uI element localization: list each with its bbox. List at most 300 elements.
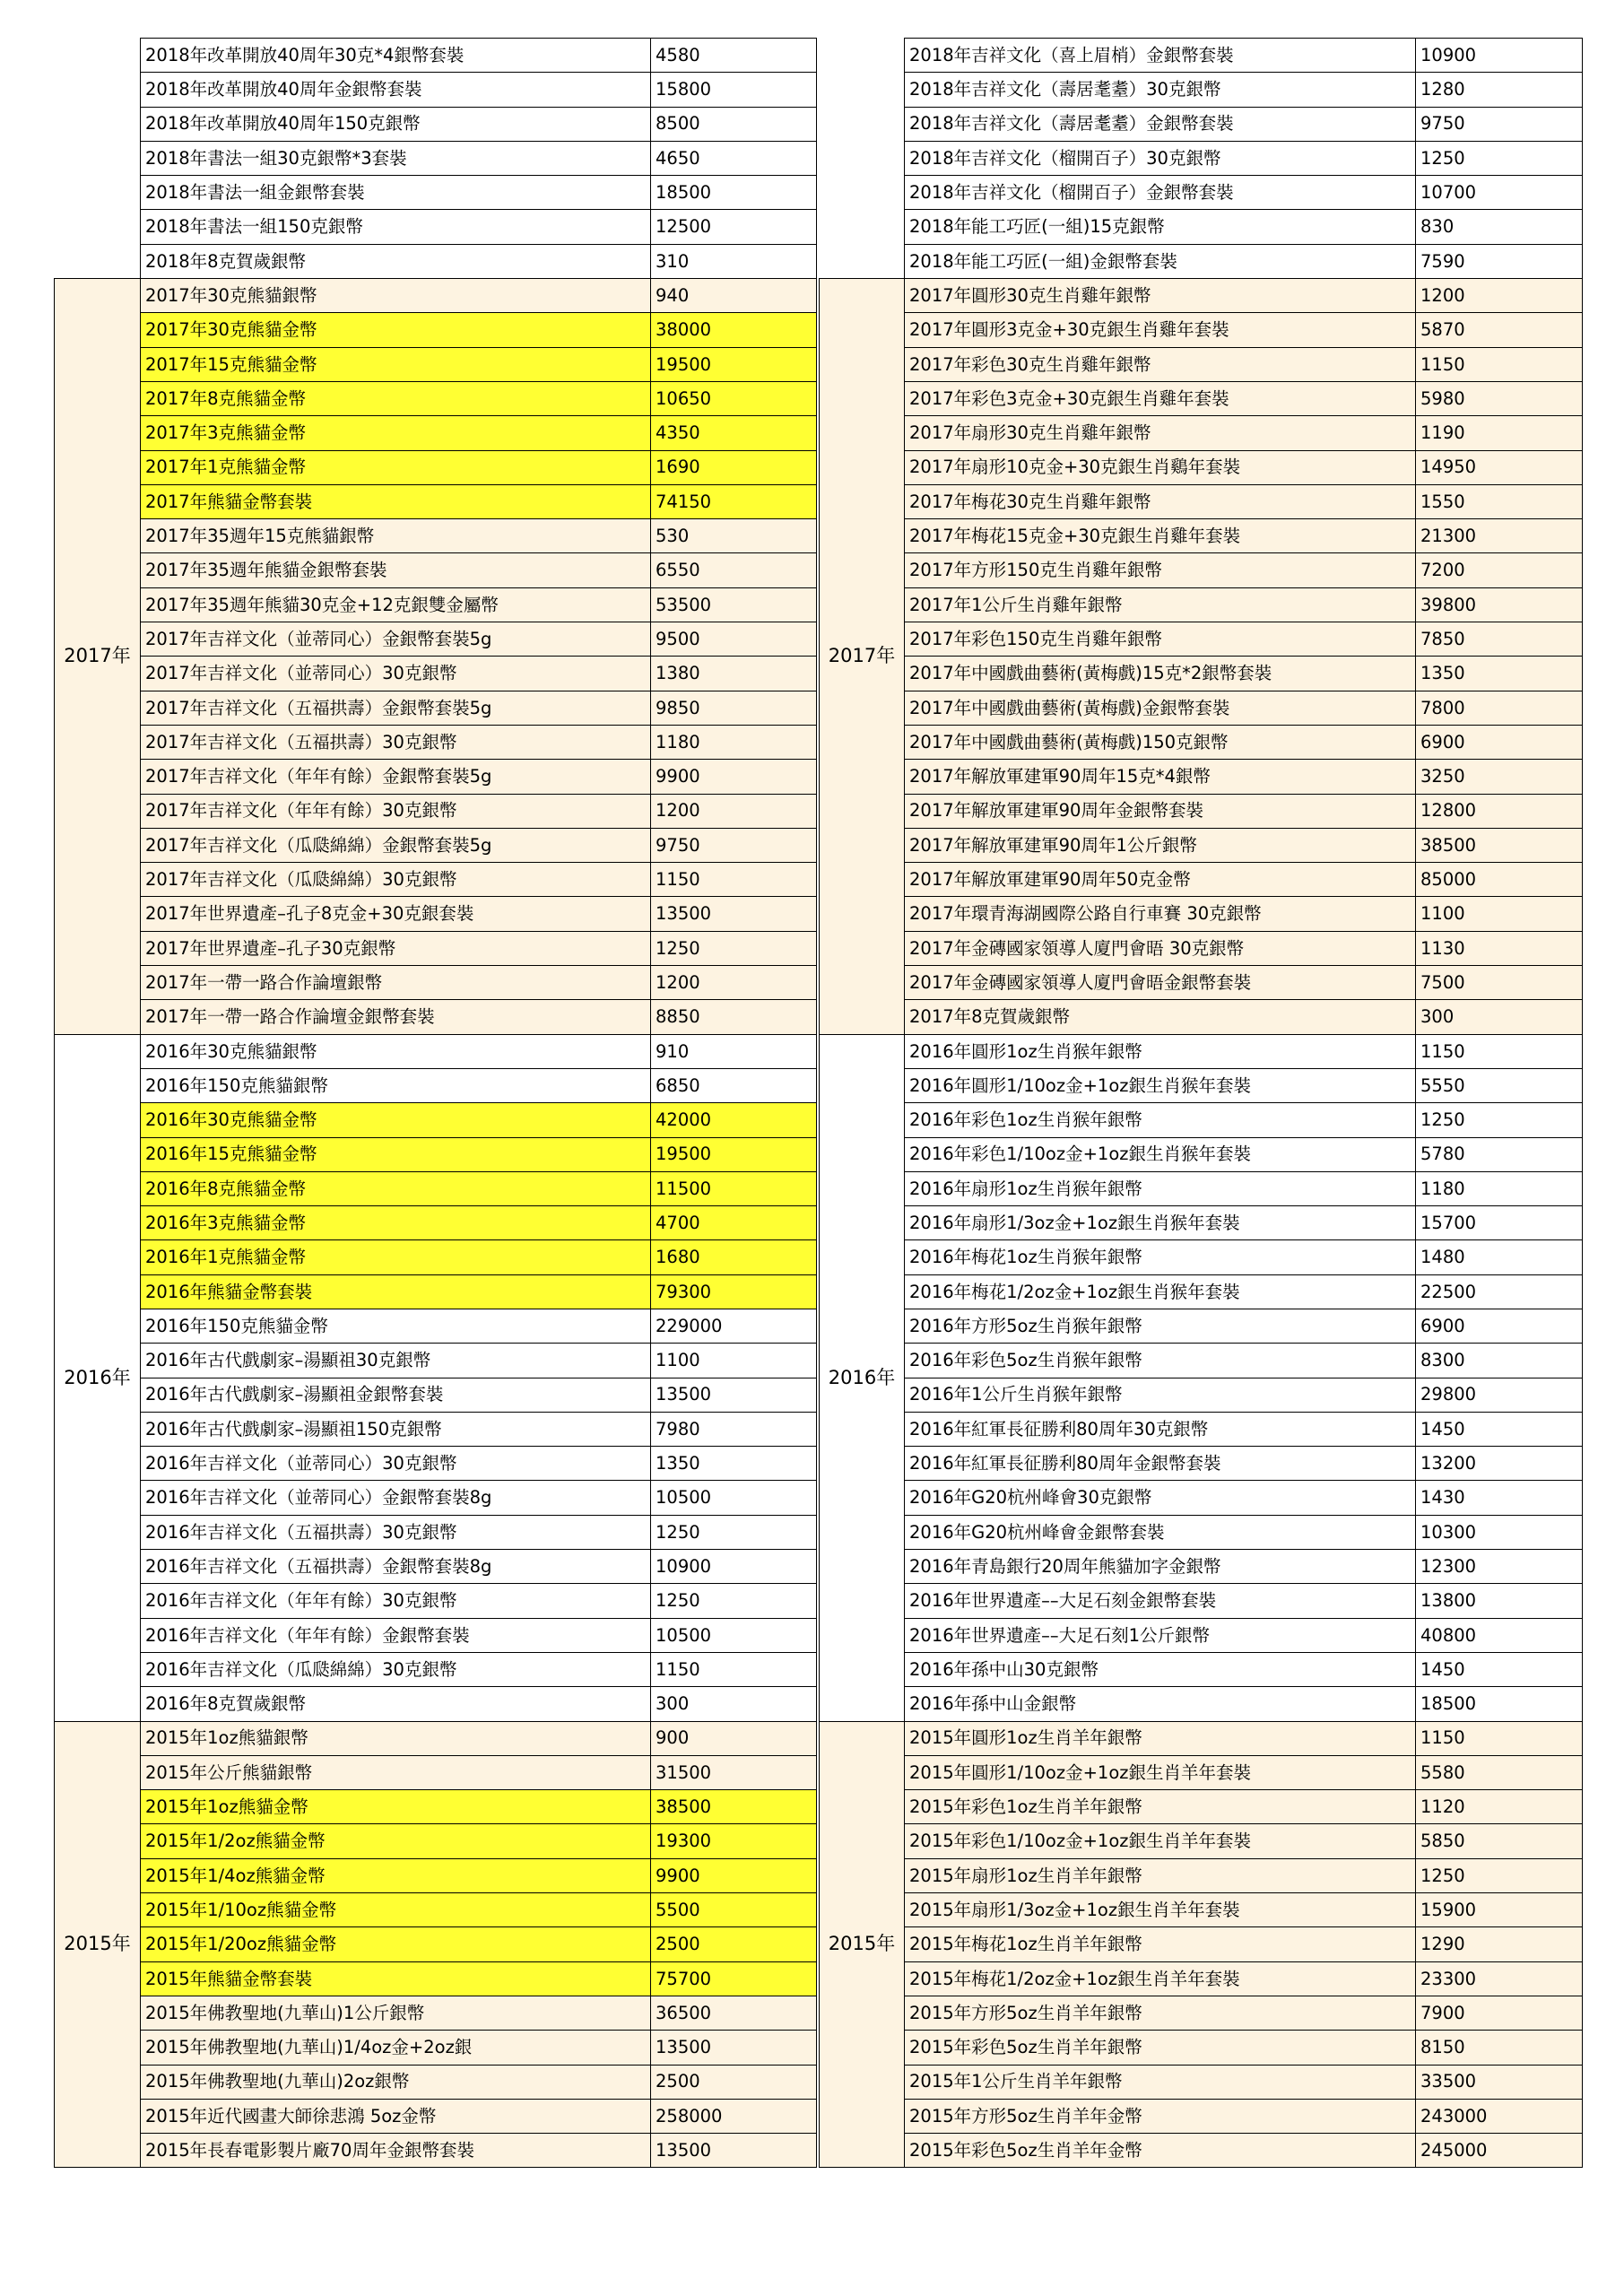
coin-name: 2016年1克熊貓金幣	[141, 1240, 651, 1274]
coin-price: 23300	[1416, 1961, 1583, 1996]
coin-price: 3250	[1416, 760, 1583, 794]
coin-name: 2017年金磚國家領導人廈門會晤金銀幣套裝	[905, 966, 1416, 1000]
coin-name: 2017年解放軍建軍90周年50克金幣	[905, 863, 1416, 897]
coin-name: 2018年吉祥文化（喜上眉梢）金銀幣套裝	[905, 39, 1416, 73]
coin-price: 1450	[1416, 1652, 1583, 1686]
coin-name: 2017年35週年熊貓金銀幣套裝	[141, 553, 651, 587]
table-row	[55, 897, 817, 931]
coin-price: 1190	[1416, 416, 1583, 450]
coin-name: 2016年圓形1oz生肖猴年銀幣	[905, 1034, 1416, 1068]
coin-name: 2015年1oz熊貓金幣	[141, 1790, 651, 1824]
coin-price: 38000	[651, 313, 817, 347]
table-row	[55, 519, 817, 553]
coin-name: 2016年孫中山金銀幣	[905, 1687, 1416, 1721]
coin-name: 2016年1公斤生肖猴年銀幣	[905, 1378, 1416, 1412]
table-row	[55, 1378, 817, 1412]
table-row	[820, 725, 1583, 759]
coin-price: 1250	[651, 931, 817, 965]
coin-name: 2016年方形5oz生肖猴年銀幣	[905, 1309, 1416, 1343]
coin-price: 13500	[651, 2031, 817, 2065]
table-row	[820, 691, 1583, 725]
coin-price: 830	[1416, 210, 1583, 244]
coin-price: 40800	[1416, 1618, 1583, 1652]
coin-price: 21300	[1416, 519, 1583, 553]
coin-name: 2015年方形5oz生肖羊年金幣	[905, 2099, 1416, 2133]
table-row	[55, 1240, 817, 1274]
coin-price: 9850	[651, 691, 817, 725]
coin-price: 9900	[651, 1858, 817, 1892]
coin-name: 2015年彩色5oz生肖羊年銀幣	[905, 2031, 1416, 2065]
coin-price: 1200	[651, 966, 817, 1000]
coin-price: 13500	[651, 1378, 817, 1412]
coin-name: 2016年彩色1/10oz金+1oz銀生肖猴年套裝	[905, 1137, 1416, 1171]
table-row	[820, 553, 1583, 587]
table-row	[55, 1721, 817, 1755]
table-row	[820, 794, 1583, 828]
coin-price: 1480	[1416, 1240, 1583, 1274]
coin-name: 2015年近代國畫大師徐悲鴻 5oz金幣	[141, 2099, 651, 2133]
coin-name: 2015年1/4oz熊貓金幣	[141, 1858, 651, 1892]
coin-price: 1150	[651, 1652, 817, 1686]
coin-name: 2016年30克熊貓銀幣	[141, 1034, 651, 1068]
coin-name: 2016年3克熊貓金幣	[141, 1206, 651, 1240]
table-row	[55, 416, 817, 450]
coin-name: 2016年吉祥文化（瓜瓞綿綿）30克銀幣	[141, 1652, 651, 1686]
coin-name: 2016年孫中山30克銀幣	[905, 1652, 1416, 1686]
coin-price: 39800	[1416, 587, 1583, 622]
coin-name: 2016年世界遺產––大足石刻金銀幣套裝	[905, 1584, 1416, 1618]
coin-name: 2017年解放軍建軍90周年15克*4銀幣	[905, 760, 1416, 794]
table-row	[820, 657, 1583, 691]
coin-price: 5850	[1416, 1824, 1583, 1858]
coin-price: 6550	[651, 553, 817, 587]
table-row	[55, 2134, 817, 2168]
table-row	[55, 1274, 817, 1309]
coin-name: 2017年金磚國家領導人廈門會晤 30克銀幣	[905, 931, 1416, 965]
coin-price: 10900	[1416, 39, 1583, 73]
table-row	[820, 1824, 1583, 1858]
table-row	[820, 2134, 1583, 2168]
table-row	[55, 39, 817, 73]
coin-price: 243000	[1416, 2099, 1583, 2133]
coin-price: 9750	[651, 828, 817, 862]
coin-name: 2017年彩色30克生肖雞年銀幣	[905, 347, 1416, 381]
table-row	[55, 828, 817, 862]
coin-price: 1250	[1416, 141, 1583, 175]
table-row	[55, 1927, 817, 1961]
table-row	[820, 1309, 1583, 1343]
coin-price: 530	[651, 519, 817, 553]
coin-name: 2017年梅花30克生肖雞年銀幣	[905, 484, 1416, 518]
coin-name: 2016年彩色1oz生肖猴年銀幣	[905, 1103, 1416, 1137]
coin-name: 2015年圓形1/10oz金+1oz銀生肖羊年套裝	[905, 1755, 1416, 1789]
table-row	[55, 760, 817, 794]
coin-price: 15800	[651, 73, 817, 107]
coin-price: 13500	[651, 2134, 817, 2168]
coin-name: 2016年150克熊貓金幣	[141, 1309, 651, 1343]
table-row	[820, 1068, 1583, 1102]
coin-name: 2016年15克熊貓金幣	[141, 1137, 651, 1171]
coin-price: 940	[651, 279, 817, 313]
coin-price: 15700	[1416, 1206, 1583, 1240]
coin-price: 1180	[651, 725, 817, 759]
coin-name: 2016年紅軍長征勝利80周年30克銀幣	[905, 1412, 1416, 1446]
year-label: 2015年	[820, 1721, 905, 2168]
table-row	[820, 1412, 1583, 1446]
coin-price: 33500	[1416, 2065, 1583, 2099]
coin-price: 12300	[1416, 1550, 1583, 1584]
coin-name: 2015年扇形1oz生肖羊年銀幣	[905, 1858, 1416, 1892]
coin-name: 2017年一帶一路合作論壇銀幣	[141, 966, 651, 1000]
table-row	[55, 1790, 817, 1824]
coin-price: 85000	[1416, 863, 1583, 897]
coin-name: 2017年解放軍建軍90周年1公斤銀幣	[905, 828, 1416, 862]
coin-name: 2017年35週年熊貓30克金+12克銀雙金屬幣	[141, 587, 651, 622]
table-row	[55, 347, 817, 381]
table-row	[820, 1858, 1583, 1892]
table-row	[55, 1103, 817, 1137]
coin-name: 2015年1公斤生肖羊年銀幣	[905, 2065, 1416, 2099]
table-row	[820, 141, 1583, 175]
coin-name: 2018年吉祥文化（榴開百子）金銀幣套裝	[905, 176, 1416, 210]
coin-price: 7980	[651, 1412, 817, 1446]
coin-price: 7800	[1416, 691, 1583, 725]
coin-name: 2017年30克熊貓金幣	[141, 313, 651, 347]
table-row	[55, 1618, 817, 1652]
coin-name: 2015年熊貓金幣套裝	[141, 1961, 651, 1996]
coin-price: 13500	[651, 897, 817, 931]
table-row	[820, 1893, 1583, 1927]
table-row	[55, 1481, 817, 1515]
coin-name: 2017年35週年15克熊貓銀幣	[141, 519, 651, 553]
coin-name: 2016年G20杭州峰會金銀幣套裝	[905, 1515, 1416, 1549]
coin-price: 19500	[651, 347, 817, 381]
coin-name: 2017年解放軍建軍90周年金銀幣套裝	[905, 794, 1416, 828]
table-row	[820, 1961, 1583, 1996]
coin-price: 9500	[651, 622, 817, 657]
coin-price: 1150	[651, 863, 817, 897]
coin-name: 2017年彩色3克金+30克銀生肖雞年套裝	[905, 381, 1416, 415]
coin-name: 2017年8克賀歲銀幣	[905, 1000, 1416, 1034]
coin-price: 12500	[651, 210, 817, 244]
table-row	[55, 313, 817, 347]
table-row	[55, 1550, 817, 1584]
coin-price: 1380	[651, 657, 817, 691]
table-row	[55, 622, 817, 657]
table-row	[820, 966, 1583, 1000]
table-row	[820, 176, 1583, 210]
table-row	[820, 1584, 1583, 1618]
table-row	[820, 279, 1583, 313]
table-row	[55, 1068, 817, 1102]
table-row	[820, 39, 1583, 73]
coin-price: 2500	[651, 1927, 817, 1961]
table-row	[820, 1240, 1583, 1274]
table-row	[820, 760, 1583, 794]
table-row	[55, 657, 817, 691]
coin-price: 1250	[651, 1584, 817, 1618]
table-row	[55, 1652, 817, 1686]
coin-price: 31500	[651, 1755, 817, 1789]
coin-price: 900	[651, 1721, 817, 1755]
coin-price: 229000	[651, 1309, 817, 1343]
table-row	[820, 450, 1583, 484]
coin-name: 2017年吉祥文化（五福拱壽）30克銀幣	[141, 725, 651, 759]
year-label	[55, 39, 141, 279]
coin-price: 53500	[651, 587, 817, 622]
coin-price: 1550	[1416, 484, 1583, 518]
table-row	[55, 1034, 817, 1068]
coin-price: 7900	[1416, 1996, 1583, 2030]
table-row	[55, 244, 817, 278]
coin-price: 1150	[1416, 1721, 1583, 1755]
coin-name: 2016年梅花1/2oz金+1oz銀生肖猴年套裝	[905, 1274, 1416, 1309]
table-row	[820, 1378, 1583, 1412]
coin-price: 10700	[1416, 176, 1583, 210]
coin-name: 2015年1/20oz熊貓金幣	[141, 1927, 651, 1961]
coin-name: 2016年紅軍長征勝利80周年金銀幣套裝	[905, 1447, 1416, 1481]
coin-price: 5550	[1416, 1068, 1583, 1102]
year-label: 2017年	[820, 279, 905, 1035]
table-row	[55, 1171, 817, 1205]
table-row	[55, 450, 817, 484]
coin-price: 1150	[1416, 347, 1583, 381]
coin-name: 2017年扇形10克金+30克銀生肖鷄年套裝	[905, 450, 1416, 484]
table-row	[55, 1893, 817, 1927]
table-row	[820, 931, 1583, 965]
coin-price: 4650	[651, 141, 817, 175]
coin-price: 1680	[651, 1240, 817, 1274]
table-row	[820, 1996, 1583, 2030]
table-row	[820, 2099, 1583, 2133]
coin-name: 2017年中國戲曲藝術(黃梅戲)金銀幣套裝	[905, 691, 1416, 725]
table-row	[820, 1481, 1583, 1515]
coin-price: 1350	[1416, 657, 1583, 691]
table-row	[55, 1515, 817, 1549]
coin-price: 8300	[1416, 1344, 1583, 1378]
right-price-table	[819, 38, 1583, 2168]
year-label: 2016年	[820, 1034, 905, 1721]
coin-name: 2017年中國戲曲藝術(黃梅戲)150克銀幣	[905, 725, 1416, 759]
coin-name: 2017年梅花15克金+30克銀生肖雞年套裝	[905, 519, 1416, 553]
coin-price: 13200	[1416, 1447, 1583, 1481]
year-label: 2017年	[55, 279, 141, 1035]
table-row	[820, 73, 1583, 107]
coin-name: 2017年圓形30克生肖雞年銀幣	[905, 279, 1416, 313]
coin-name: 2015年佛教聖地(九華山)1/4oz金+2oz銀	[141, 2031, 651, 2065]
coin-price: 42000	[651, 1103, 817, 1137]
coin-name: 2016年8克熊貓金幣	[141, 1171, 651, 1205]
table-row	[820, 828, 1583, 862]
year-label	[820, 39, 905, 279]
coin-price: 36500	[651, 1996, 817, 2030]
coin-price: 1250	[1416, 1858, 1583, 1892]
coin-price: 4350	[651, 416, 817, 450]
coin-name: 2017年吉祥文化（瓜瓞綿綿）30克銀幣	[141, 863, 651, 897]
table-row	[820, 1790, 1583, 1824]
table-row	[55, 863, 817, 897]
coin-price: 6900	[1416, 1309, 1583, 1343]
coin-name: 2018年能工巧匠(一組)金銀幣套裝	[905, 244, 1416, 278]
table-row	[55, 1137, 817, 1171]
coin-name: 2015年梅花1oz生肖羊年銀幣	[905, 1927, 1416, 1961]
table-row	[820, 1206, 1583, 1240]
coin-name: 2015年佛教聖地(九華山)2oz銀幣	[141, 2065, 651, 2099]
coin-name: 2018年吉祥文化（壽居耄耋）30克銀幣	[905, 73, 1416, 107]
table-row	[55, 587, 817, 622]
table-row	[820, 1447, 1583, 1481]
coin-name: 2016年吉祥文化（五福拱壽）30克銀幣	[141, 1515, 651, 1549]
coin-name: 2016年世界遺產––大足石刻1公斤銀幣	[905, 1618, 1416, 1652]
table-row	[820, 1137, 1583, 1171]
coin-name: 2017年方形150克生肖雞年銀幣	[905, 553, 1416, 587]
table-row	[55, 1344, 817, 1378]
coin-name: 2016年8克賀歲銀幣	[141, 1687, 651, 1721]
table-row	[820, 347, 1583, 381]
coin-name: 2015年1/10oz熊貓金幣	[141, 1893, 651, 1927]
coin-price: 245000	[1416, 2134, 1583, 2168]
coin-name: 2018年能工巧匠(一組)15克銀幣	[905, 210, 1416, 244]
table-row	[55, 1447, 817, 1481]
coin-name: 2015年1oz熊貓銀幣	[141, 1721, 651, 1755]
coin-price: 258000	[651, 2099, 817, 2133]
table-row	[55, 794, 817, 828]
coin-name: 2016年吉祥文化（並蒂同心）金銀幣套裝8g	[141, 1481, 651, 1515]
coin-price: 5980	[1416, 381, 1583, 415]
table-row	[55, 107, 817, 141]
coin-price: 1350	[651, 1447, 817, 1481]
coin-price: 5780	[1416, 1137, 1583, 1171]
coin-price: 9750	[1416, 107, 1583, 141]
coin-name: 2015年公斤熊貓銀幣	[141, 1755, 651, 1789]
coin-price: 75700	[651, 1961, 817, 1996]
coin-name: 2015年彩色5oz生肖羊年金幣	[905, 2134, 1416, 2168]
coin-price: 1280	[1416, 73, 1583, 107]
coin-price: 12800	[1416, 794, 1583, 828]
coin-name: 2017年環青海湖國際公路自行車賽 30克銀幣	[905, 897, 1416, 931]
coin-name: 2018年書法一組金銀幣套裝	[141, 176, 651, 210]
coin-name: 2017年8克熊貓金幣	[141, 381, 651, 415]
coin-price: 79300	[651, 1274, 817, 1309]
table-row	[55, 1824, 817, 1858]
coin-name: 2017年吉祥文化（年年有餘）金銀幣套裝5g	[141, 760, 651, 794]
table-row	[55, 1000, 817, 1034]
coin-price: 4580	[651, 39, 817, 73]
table-row	[55, 1584, 817, 1618]
coin-price: 10500	[651, 1618, 817, 1652]
table-row	[820, 1034, 1583, 1068]
coin-name: 2017年15克熊貓金幣	[141, 347, 651, 381]
table-row	[820, 107, 1583, 141]
table-row	[55, 1309, 817, 1343]
coin-name: 2017年一帶一路合作論壇金銀幣套裝	[141, 1000, 651, 1034]
coin-price: 74150	[651, 484, 817, 518]
table-row	[55, 1961, 817, 1996]
coin-name: 2016年吉祥文化（五福拱壽）金銀幣套裝8g	[141, 1550, 651, 1584]
table-row	[820, 1755, 1583, 1789]
coin-name: 2017年吉祥文化（並蒂同心）金銀幣套裝5g	[141, 622, 651, 657]
coin-name: 2018年改革開放40周年金銀幣套裝	[141, 73, 651, 107]
coin-price: 22500	[1416, 1274, 1583, 1309]
table-row	[55, 691, 817, 725]
coin-price: 18500	[1416, 1687, 1583, 1721]
table-row	[55, 141, 817, 175]
coin-name: 2017年吉祥文化（瓜瓞綿綿）金銀幣套裝5g	[141, 828, 651, 862]
table-row	[55, 1687, 817, 1721]
coin-name: 2017年吉祥文化（年年有餘）30克銀幣	[141, 794, 651, 828]
table-row	[820, 244, 1583, 278]
table-row	[820, 381, 1583, 415]
coin-name: 2017年彩色150克生肖雞年銀幣	[905, 622, 1416, 657]
coin-name: 2016年古代戲劇家–湯顯祖30克銀幣	[141, 1344, 651, 1378]
table-row	[820, 1618, 1583, 1652]
coin-name: 2016年彩色5oz生肖猴年銀幣	[905, 1344, 1416, 1378]
table-row	[820, 484, 1583, 518]
coin-name: 2017年吉祥文化（五福拱壽）金銀幣套裝5g	[141, 691, 651, 725]
table-row	[55, 1996, 817, 2030]
coin-price: 1120	[1416, 1790, 1583, 1824]
coin-name: 2018年8克賀歲銀幣	[141, 244, 651, 278]
table-row	[55, 176, 817, 210]
coin-name: 2018年書法一組30克銀幣*3套裝	[141, 141, 651, 175]
coin-price: 10900	[651, 1550, 817, 1584]
left-price-table	[54, 38, 817, 2168]
table-row	[55, 210, 817, 244]
coin-name: 2016年梅花1oz生肖猴年銀幣	[905, 1240, 1416, 1274]
table-row	[55, 1755, 817, 1789]
year-label: 2016年	[55, 1034, 141, 1721]
coin-price: 1200	[1416, 279, 1583, 313]
coin-name: 2016年吉祥文化（並蒂同心）30克銀幣	[141, 1447, 651, 1481]
coin-name: 2016年30克熊貓金幣	[141, 1103, 651, 1137]
coin-price: 8500	[651, 107, 817, 141]
table-row	[820, 416, 1583, 450]
coin-price: 910	[651, 1034, 817, 1068]
table-row	[55, 2099, 817, 2133]
coin-name: 2018年書法一組150克銀幣	[141, 210, 651, 244]
coin-price: 19500	[651, 1137, 817, 1171]
table-row	[820, 1550, 1583, 1584]
coin-price: 8850	[651, 1000, 817, 1034]
coin-name: 2016年古代戲劇家–湯顯祖150克銀幣	[141, 1412, 651, 1446]
coin-price: 1450	[1416, 1412, 1583, 1446]
coin-price: 6850	[651, 1068, 817, 1102]
table-row	[820, 1652, 1583, 1686]
coin-name: 2016年熊貓金幣套裝	[141, 1274, 651, 1309]
coin-price: 10300	[1416, 1515, 1583, 1549]
coin-name: 2017年3克熊貓金幣	[141, 416, 651, 450]
coin-name: 2017年圓形3克金+30克銀生肖雞年套裝	[905, 313, 1416, 347]
coin-name: 2015年圓形1oz生肖羊年銀幣	[905, 1721, 1416, 1755]
coin-name: 2015年彩色1oz生肖羊年銀幣	[905, 1790, 1416, 1824]
coin-name: 2016年150克熊貓銀幣	[141, 1068, 651, 1102]
table-row	[820, 897, 1583, 931]
table-row	[820, 1000, 1583, 1034]
coin-name: 2016年古代戲劇家–湯顯祖金銀幣套裝	[141, 1378, 651, 1412]
coin-price: 11500	[651, 1171, 817, 1205]
coin-price: 4700	[651, 1206, 817, 1240]
coin-name: 2016年扇形1/3oz金+1oz銀生肖猴年套裝	[905, 1206, 1416, 1240]
coin-price: 1150	[1416, 1034, 1583, 1068]
coin-name: 2017年1克熊貓金幣	[141, 450, 651, 484]
table-row	[55, 2065, 817, 2099]
coin-name: 2017年中國戲曲藝術(黃梅戲)15克*2銀幣套裝	[905, 657, 1416, 691]
table-row	[55, 1206, 817, 1240]
table-row	[820, 313, 1583, 347]
coin-price: 14950	[1416, 450, 1583, 484]
table-row	[55, 931, 817, 965]
coin-price: 1430	[1416, 1481, 1583, 1515]
